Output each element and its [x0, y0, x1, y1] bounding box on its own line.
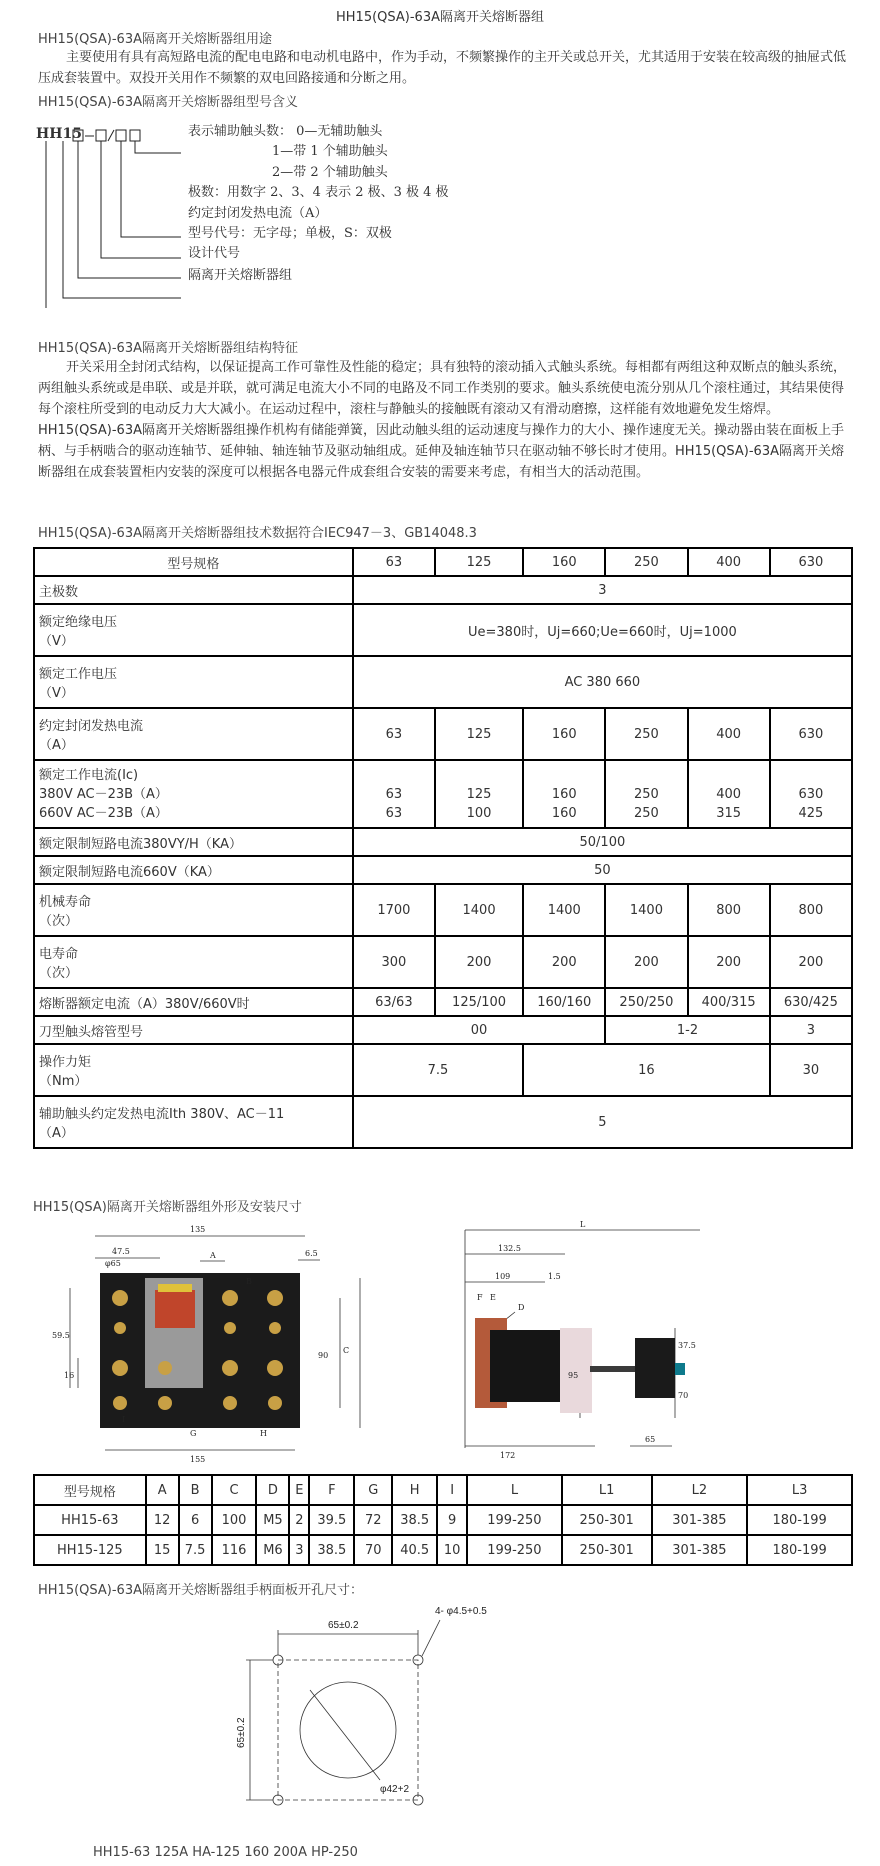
header-cell: H: [392, 1475, 437, 1505]
header-cell: L2: [652, 1475, 748, 1505]
header-cell: 250: [605, 548, 687, 576]
table-cell: 800: [770, 884, 852, 936]
table-cell: 1400: [435, 884, 523, 936]
table-cell: 7.5: [353, 1044, 523, 1096]
header-cell: L3: [747, 1475, 852, 1505]
dimension-table: [33, 1474, 853, 1566]
dim-label: H: [260, 1429, 267, 1438]
table-row: [34, 1016, 852, 1044]
header-cell: C: [212, 1475, 257, 1505]
table-row: [34, 576, 852, 604]
dim-label: I: [122, 1415, 126, 1424]
header-cell: L1: [562, 1475, 652, 1505]
table-cell: 125 100: [435, 760, 523, 828]
outline-heading: HH15(QSA)隔离开关熔断器组外形及安装尺寸: [33, 1200, 302, 1215]
header-cell: A: [146, 1475, 179, 1505]
table-cell: 3: [289, 1535, 309, 1565]
table-cell: 300: [353, 936, 435, 988]
dim-label: C: [343, 1346, 350, 1355]
structure-text: 开关采用全封闭式结构，以保证提高工作可靠性及性能的稳定；具有独特的滚动插入式触头系统。每相都有两组这种双断点的触头系统，两组触头系统或是串联、或是并联，就可满足电流大小不同的电路及不同工作类别的要求。触头系统使电流分别从几个滚柱通过，其结果使得每个滚柱所受到的电动反力大大减小。在运动过程中，滚柱与静触头的接触既有滚动又有滑动磨擦，这样能有效地避免发生熔焊。HH15(QSA)-63A隔离开关熔断器组操作机构有储能弹簧，因此动触头组的运动速度与操作力的大小、操作速度无关。操动器由装在面板上手柄、与手柄啮合的驱动连轴节、延伸轴、轴连轴节及驱动轴组成。延伸及轴连轴节只在驱动轴不够长时才使用。HH15(QSA)-63A隔离开关熔断器组在成套装置柜内安装的深度可以根据各电器元件成套组合安装的需要来考虑，有相当大的活动范围。: [38, 360, 847, 480]
table-cell: 301-385: [652, 1505, 748, 1535]
table-row: [34, 708, 852, 760]
table-cell: Ue=380时，Uj=660;Ue=660时，Uj=1000: [353, 604, 852, 656]
code-label: 表示辅助触头数： 0—无辅助触头: [188, 124, 383, 139]
table-cell: 38.5: [309, 1535, 354, 1565]
table-cell: 2: [289, 1505, 309, 1535]
table-cell: 250/250: [605, 988, 687, 1016]
table-cell: 1700: [353, 884, 435, 936]
table-cell: 199-250: [467, 1535, 562, 1565]
table-cell: 160 160: [523, 760, 605, 828]
dim-label: 65±0.2: [328, 1620, 359, 1631]
table-cell: 400: [688, 708, 770, 760]
code-label: 极数：用数字 2、3、4 表示 2 极、3 极 4 极: [188, 185, 449, 200]
table-row: [34, 1096, 852, 1148]
table-row: [34, 604, 852, 656]
table-row: [34, 760, 852, 828]
dim-label: 6.5: [305, 1249, 318, 1258]
code-label: 设计代号: [188, 246, 241, 261]
panel-heading: HH15(QSA)-63A隔离开关熔断器组手柄面板开孔尺寸：: [38, 1583, 363, 1598]
spec-table: [33, 547, 853, 1149]
table-cell: 180-199: [747, 1535, 852, 1565]
table-cell: 630/425: [770, 988, 852, 1016]
model-code-prefix: HH15: [36, 126, 82, 142]
table-cell: 3: [770, 1016, 852, 1044]
table-cell: 116: [212, 1535, 257, 1565]
usage-text: 主要使用有具有高短路电流的配电电路和电动机电路中，作为手动，不频繁操作的主开关或总开关，尤其适用于安装在较高级的抽屉式低压成套装置中。双投开关用作不频繁的双电回路接通和分断之用。: [38, 50, 847, 86]
table-cell: 301-385: [652, 1535, 748, 1565]
table-cell: 5: [353, 1096, 852, 1148]
table-cell: 12: [146, 1505, 179, 1535]
table-cell: 400 315: [688, 760, 770, 828]
dim-label: 65: [645, 1435, 656, 1444]
row-label: 额定限制短路电流660V（KA）: [34, 856, 353, 884]
table-cell: 250-301: [562, 1505, 652, 1535]
table-cell: 200: [435, 936, 523, 988]
table-row: [34, 884, 852, 936]
table-cell: HH15-125: [34, 1535, 146, 1565]
header-cell: E: [289, 1475, 309, 1505]
header-cell: 125: [435, 548, 523, 576]
code-label: 隔离开关熔断器组: [188, 268, 293, 283]
header-cell: 400: [688, 548, 770, 576]
dim-label: 135: [190, 1225, 206, 1234]
table-row: [34, 988, 852, 1016]
table-cell: 63: [353, 708, 435, 760]
table-cell: 16: [523, 1044, 770, 1096]
table-row: [34, 548, 852, 576]
table-cell: 38.5: [392, 1505, 437, 1535]
table-cell: 200: [605, 936, 687, 988]
dim-label: G: [190, 1429, 197, 1438]
table-cell: 180-199: [747, 1505, 852, 1535]
table-cell: 00: [353, 1016, 606, 1044]
table-cell: 200: [770, 936, 852, 988]
row-label: 额定工作电流(Ic) 380V AC－23B（A） 660V AC－23B（A）: [34, 760, 353, 828]
table-cell: 63 63: [353, 760, 435, 828]
dim-label: 90: [318, 1351, 329, 1360]
table-cell: 630 425: [770, 760, 852, 828]
page-title: HH15(QSA)-63A隔离开关熔断器组: [336, 10, 544, 25]
table-row: [34, 656, 852, 708]
panel-cutout-drawing: [230, 1600, 530, 1830]
code-label: 型号代号：无字母；单极，S：双极: [188, 226, 392, 241]
header-cell: 160: [523, 548, 605, 576]
table-cell: 50/100: [353, 828, 852, 856]
table-cell: 1400: [523, 884, 605, 936]
table-cell: 200: [523, 936, 605, 988]
table-cell: 250: [605, 708, 687, 760]
dim-label: 65±0.2: [236, 1717, 247, 1748]
row-label: 刀型触头熔管型号: [34, 1016, 353, 1044]
dim-label: 1.5: [548, 1272, 561, 1281]
table-cell: 125/100: [435, 988, 523, 1016]
front-view-drawing: [50, 1218, 380, 1466]
dim-label: 4- φ4.5+0.5: [435, 1606, 487, 1617]
table-cell: AC 380 660: [353, 656, 852, 708]
header-cell: F: [309, 1475, 354, 1505]
dim-label: A: [210, 1251, 216, 1260]
table-row: [34, 1044, 852, 1096]
table-cell: 250 250: [605, 760, 687, 828]
table-cell: 15: [146, 1535, 179, 1565]
header-cell: 63: [353, 548, 435, 576]
dim-label: 109: [495, 1272, 511, 1281]
table-cell: 30: [770, 1044, 852, 1096]
dim-label: 16: [64, 1371, 75, 1380]
row-label: 主极数: [34, 576, 353, 604]
model-code-diagram: [36, 124, 538, 332]
dim-label: 59.5: [52, 1331, 70, 1340]
header-cell: 型号规格: [34, 1475, 146, 1505]
table-row: [34, 856, 852, 884]
table-cell: 160/160: [523, 988, 605, 1016]
table-cell: 10: [437, 1535, 467, 1565]
code-label: 1—带 1 个辅助触头: [272, 144, 388, 159]
table-cell: 160: [523, 708, 605, 760]
table-cell: 100: [212, 1505, 257, 1535]
dim-label: φ42+2: [380, 1784, 410, 1795]
dim-label: F: [477, 1293, 483, 1302]
table-cell: 3: [353, 576, 852, 604]
tech-heading: HH15(QSA)-63A隔离开关熔断器组技术数据符合IEC947－3、GB14048.3: [38, 526, 477, 541]
row-label: 机械寿命 （次）: [34, 884, 353, 936]
header-cell: D: [256, 1475, 289, 1505]
row-label: 操作力矩 （Nm）: [34, 1044, 353, 1096]
table-cell: 199-250: [467, 1505, 562, 1535]
table-cell: HH15-63: [34, 1505, 146, 1535]
table-row: [34, 828, 852, 856]
side-view-drawing: [450, 1218, 730, 1466]
table-cell: 400/315: [688, 988, 770, 1016]
table-cell: 70: [354, 1535, 392, 1565]
table-cell: 7.5: [179, 1535, 212, 1565]
row-label: 额定限制短路电流380VY/H（KA）: [34, 828, 353, 856]
table-cell: 50: [353, 856, 852, 884]
table-row: [34, 1505, 852, 1535]
header-cell: G: [354, 1475, 392, 1505]
structure-heading: HH15(QSA)-63A隔离开关熔断器组结构特征: [38, 341, 298, 356]
table-cell: 39.5: [309, 1505, 354, 1535]
table-row: [34, 1535, 852, 1565]
header-cell: I: [437, 1475, 467, 1505]
dim-label: L: [580, 1220, 586, 1229]
dim-label: 70: [678, 1391, 689, 1400]
code-label: 2—带 2 个辅助触头: [272, 165, 388, 180]
row-label: 额定绝缘电压 （V）: [34, 604, 353, 656]
table-cell: 72: [354, 1505, 392, 1535]
table-cell: 63/63: [353, 988, 435, 1016]
dim-label: 155: [190, 1455, 206, 1464]
row-label: 额定工作电压 （V）: [34, 656, 353, 708]
row-label: 电寿命 （次）: [34, 936, 353, 988]
table-row: [34, 936, 852, 988]
header-cell: B: [179, 1475, 212, 1505]
dim-label: E: [490, 1293, 496, 1302]
dim-label: φ65: [105, 1259, 121, 1268]
dim-label: 47.5: [112, 1247, 130, 1256]
table-cell: 800: [688, 884, 770, 936]
dim-label: 132.5: [498, 1244, 521, 1253]
row-label: 约定封闭发热电流 （A）: [34, 708, 353, 760]
table-cell: 9: [437, 1505, 467, 1535]
header-cell: 630: [770, 548, 852, 576]
table-cell: 630: [770, 708, 852, 760]
header-cell: L: [467, 1475, 562, 1505]
table-cell: M6: [256, 1535, 289, 1565]
table-cell: 250-301: [562, 1535, 652, 1565]
table-cell: 200: [688, 936, 770, 988]
dim-label: D: [518, 1303, 525, 1312]
header-cell: 型号规格: [34, 548, 353, 576]
table-cell: 6: [179, 1505, 212, 1535]
code-label: 约定封闭发热电流（A）: [188, 206, 328, 221]
dim-label: B: [246, 1277, 252, 1286]
dim-label: 37.5: [678, 1341, 696, 1350]
usage-heading: HH15(QSA)-63A隔离开关熔断器组用途: [38, 32, 272, 47]
table-cell: 125: [435, 708, 523, 760]
footer-text: HH15-63 125A HA-125 160 200A HP-250: [93, 1845, 358, 1860]
dim-label: 95: [568, 1371, 579, 1380]
row-label: 熔断器额定电流（A）380V/660V时: [34, 988, 353, 1016]
table-row: [34, 1475, 852, 1505]
model-heading: HH15(QSA)-63A隔离开关熔断器组型号含义: [38, 95, 298, 110]
dim-label: 172: [500, 1451, 516, 1460]
table-cell: 1-2: [605, 1016, 769, 1044]
table-cell: 40.5: [392, 1535, 437, 1565]
table-cell: 1400: [605, 884, 687, 936]
row-label: 辅助触头约定发热电流Ith 380V、AC－11 （A）: [34, 1096, 353, 1148]
table-cell: M5: [256, 1505, 289, 1535]
